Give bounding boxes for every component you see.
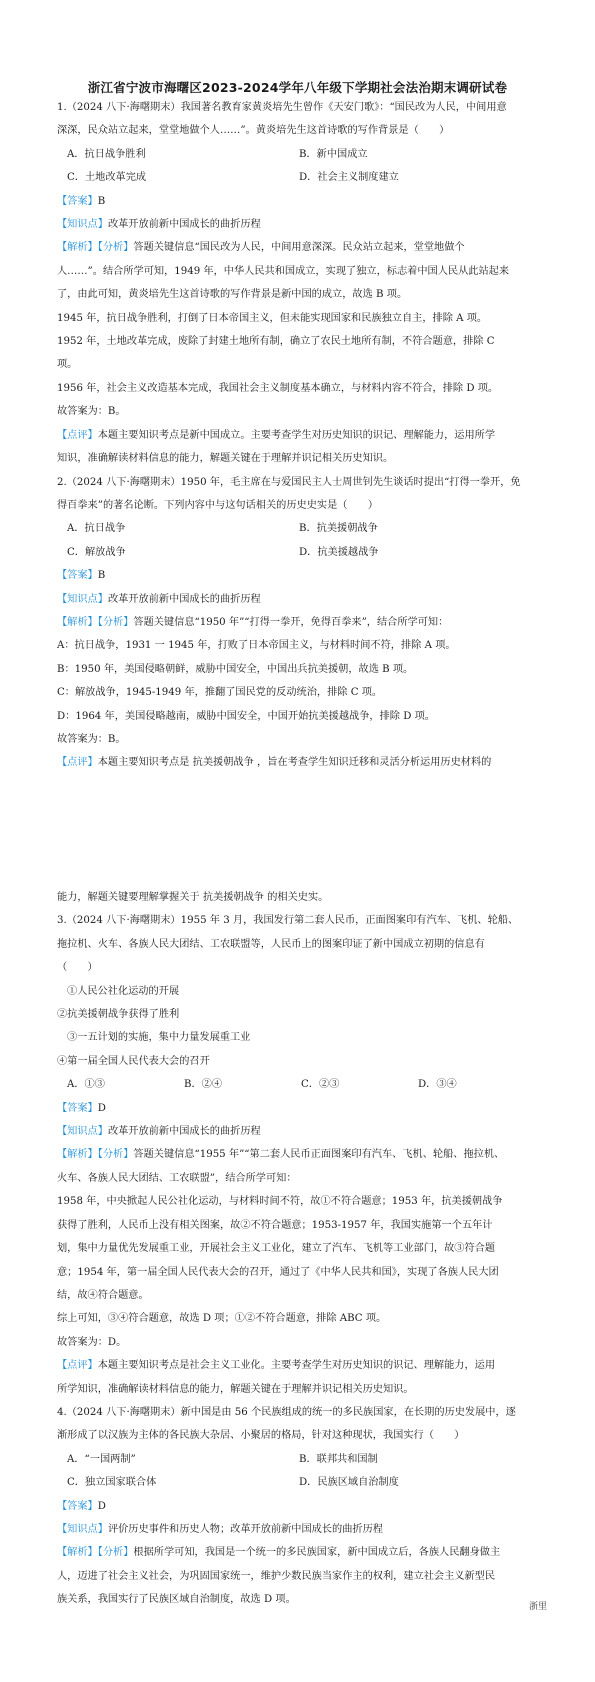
q3-option-d: D．③④ [418,1079,457,1091]
q3-stem-line: （ ） [57,962,98,974]
q4-option-b: B．联邦共和国制 [299,1453,378,1465]
q2-analysis-line: 故答案为：B。 [57,733,126,745]
q4-option-a: A．“一国两制” [67,1453,136,1465]
q4-answer [57,1495,540,1518]
q2-answer [57,564,540,587]
q1-option-a: A．抗日战争胜利 [67,148,146,160]
q2-options-row [57,541,540,564]
q1-analysis-line: 人……”。结合所学可知，1949 年，中华人民共和国成立，实现了独立，标志着中国人民从此站起来 [57,265,510,277]
q2-options-row [57,517,540,540]
question-block-3-4 [57,886,540,1612]
analysis-text: 答题关键信息“国民改为人民，中间用意深深。民众站立起来，堂堂地做个 [133,242,465,254]
q3-item-4: ④第一届全国人民代表大会的召开 [57,1055,210,1067]
q3-analysis-line: 获得了胜利，人民币上没有相关图案，故②不符合题意；1953-1957 年，我国实施第一个五年计 [57,1219,493,1231]
q3-option-b: B．②④ [184,1079,223,1091]
answer-value: B [97,195,106,207]
q2-option-b: B．抗美援朝战争 [299,523,378,535]
q3-comment-line: 所学知识，准确解读材料信息的能力，解题关键在于理解并识记相关历史知识。 [57,1383,414,1395]
q4-stem-line: 4.（2024 八下·海曙期末）新中国是由 56 个民族组成的统一的多民族国家，在长期的历史发展中，逐 [57,1406,516,1418]
q3-analysis-line: 划，集中力量优先发展重工业，开展社会主义工业化，建立了汽车、飞机等工业部门，故③符合题 [57,1243,496,1255]
q2-analysis-line: C：解放战争，1945-1949 年，推翻了国民党的反动统治，排除 C 项。 [57,687,383,699]
q1-stem-line: 深深，民众站立起来，堂堂地做个人……”。黄炎培先生这首诗歌的写作背景是（ ） [57,125,450,137]
page-title: 浙江省宁波市海曙区2023-2024学年八年级下学期社会法治期末调研试卷 [87,80,508,95]
q1-option-c: C．土地改革完成 [67,172,147,184]
knowledge-tag: 【知识点】 [57,1523,108,1535]
analysis-tag: 【解析】【分析】 [57,1547,134,1559]
q2-analysis-line [57,611,540,634]
q3-item-3: ③一五计划的实施，集中力量发展重工业 [67,1032,251,1044]
q3-analysis-line: 1958 年，中央掀起人民公社化运动，与材料时间不符，故①不符合题意；1953 年，抗美援朝战争 [57,1196,503,1208]
q3-option-c: C．②③ [301,1079,340,1091]
q4-option-d: D．民族区域自治制度 [299,1477,399,1489]
knowledge-text: 评价历史事件和历史人物；改革开放前新中国成长的曲折历程 [107,1523,383,1535]
q1-analysis-line: 1956 年，社会主义改造基本完成，我国社会主义制度基本确立，与材料内容不符合，排除 D 项。 [57,382,499,394]
answer-tag: 【答案】 [57,1102,98,1114]
comment-text: 本题主要知识考点是 抗美援朝战争 ，旨在考查学生知识迁移和灵活分析运用历史材料的 [97,757,492,769]
q4-knowledge-point [57,1518,540,1541]
q1-comment-line [57,424,540,447]
answer-tag: 【答案】 [57,195,98,207]
answer-tag: 【答案】 [57,570,98,582]
q2-stem-line: 2.（2024 八下·海曙期末）1950 年，毛主席在与爱国民主人士周世钊先生谈话时提出“打得一拳开，免 [57,476,521,488]
comment-text: 本题主要知识考点是新中国成立。主要考查学生对历史知识的识记、理解能力，运用所学 [97,429,496,441]
q4-options-row [57,1448,540,1471]
q3-options-row [57,1073,540,1096]
q1-analysis-line [57,236,540,259]
question-block-1-2 [57,96,540,775]
q4-options-row [57,1471,540,1494]
q3-stem-line: 3.（2024 八下·海曙期末）1955 年 3 月，我国发行第二套人民币，正面图案印有汽车、飞机、轮船、 [57,915,519,927]
q2-knowledge-point [57,588,540,611]
knowledge-text: 改革开放前新中国成长的曲折历程 [107,593,261,605]
q1-options-row [57,143,540,166]
q3-analysis-line: 故答案为：D。 [57,1336,127,1348]
q3-analysis-line: 火车、各族人民大团结、工农联盟”，结合所学可知： [57,1172,297,1184]
q1-analysis-line: 了，由此可知，黄炎培先生这首诗歌的写作背景是新中国的成立，故选 B 项。 [57,289,408,301]
q1-analysis-line: 项。 [57,359,78,371]
q3-option-a: A．①③ [67,1079,105,1091]
q3-analysis-line: 意；1954 年，第一届全国人民代表大会的召开，通过了《中华人民共和国》，实现了各族人民大团 [57,1266,499,1278]
knowledge-text: 改革开放前新中国成长的曲折历程 [107,219,261,231]
knowledge-tag: 【知识点】 [57,593,108,605]
q2-analysis-line: A：抗日战争，1931 一 1945 年，打败了日本帝国主义，与材料时间不符，排除 A 项。 [57,640,456,652]
page-footer: 浙里 [528,1602,547,1612]
q1-analysis-line: 1952 年，土地改革完成，废除了封建土地所有制，确立了农民土地所有制，不符合题意，排除 C [57,336,495,348]
q4-analysis-line: 人，迈进了社会主义社会，为巩固国家统一，维护少数民族当家作主的权利，建立社会主义新型民 [57,1570,496,1582]
q2-option-c: C．解放战争 [67,546,126,558]
knowledge-tag: 【知识点】 [57,219,108,231]
q3-item-2: ②抗美援朝战争获得了胜利 [57,1009,180,1021]
answer-value: D [97,1102,106,1114]
q3-item-1: ①人民公社化运动的开展 [67,985,180,997]
q3-analysis-line [57,1143,540,1166]
answer-tag: 【答案】 [57,1500,98,1512]
analysis-tag: 【解析】【分析】 [57,242,134,254]
q3-analysis-line: 结，故④符合题意。 [57,1289,149,1301]
q3-answer [57,1097,540,1120]
knowledge-tag: 【知识点】 [57,1126,108,1138]
q1-knowledge-point [57,213,540,236]
q4-stem-line: 渐形成了以汉族为主体的各民族大杂居、小聚居的格局，针对这种现状，我国实行（ ） [57,1430,465,1442]
q2-option-d: D．抗美援越战争 [299,546,379,558]
q3-analysis-line: 综上可知，③④符合题意，故选 D 项；①②不符合题意，排除 ABC 项。 [57,1313,387,1325]
comment-tag: 【点评】 [57,429,98,441]
knowledge-text: 改革开放前新中国成长的曲折历程 [107,1126,261,1138]
q4-option-c: C．独立国家联合体 [67,1477,157,1489]
analysis-text: 根据所学可知，我国是一个统一的多民族国家，新中国成立后，各族人民翻身做主 [133,1547,501,1559]
q4-analysis-line [57,1541,540,1564]
analysis-text: 答题关键信息“1955 年”“第二套人民币正面图案印有汽车、飞机、轮船、拖拉机、 [133,1149,505,1161]
q2-stem-line: 得百拳来”的著名论断。下列内容中与这句话相关的历史史实是（ ） [57,499,379,511]
q3-comment-line [57,1354,540,1377]
q1-option-d: D．社会主义制度建立 [299,172,399,184]
q2-option-a: A．抗日战争 [67,523,126,535]
q1-comment-line: 知识，准确解读材料信息的能力，解题关键在于理解并识记相关历史知识。 [57,453,394,465]
q1-stem-line: 1.（2024 八下·海曙期末）我国著名教育家黄炎培先生曾作《天安门歌》：“国民改为人民，中间用意 [57,102,507,113]
q2-analysis-line: D：1964 年，美国侵略越南，威胁中国安全，中国开始抗美援越战争，排除 D 项。 [57,710,435,722]
q1-answer [57,190,540,213]
q2-analysis-line: B：1950 年，美国侵略朝鲜，威胁中国安全，中国出兵抗美援朝，故选 B 项。 [57,663,414,675]
answer-value: D [97,1500,106,1512]
q1-analysis-line: 故答案为：B。 [57,406,126,418]
comment-tag: 【点评】 [57,1360,98,1372]
q3-stem-line: 拖拉机、火车、各族人民大团结、工农联盟等，人民币上的图案印证了新中国成立初期的信息有 [57,938,485,950]
answer-value: B [97,570,106,582]
q4-analysis-line: 族关系，我国实行了民族区域自治制度，故选 D 项。 [57,1594,296,1606]
q2-comment-continued: 能力，解题关键要理解掌握关于 抗美援朝战争 的相关史实。 [57,892,329,903]
analysis-text: 答题关键信息“1950 年”“打得一拳开，免得百拳来”，结合所学可知： [133,616,449,628]
analysis-tag: 【解析】【分析】 [57,1149,134,1161]
comment-text: 本题主要知识考点是社会主义工业化。主要考查学生对历史知识的识记、理解能力，运用 [97,1360,496,1372]
q1-option-b: B．新中国成立 [299,148,368,160]
q2-comment-line [57,751,540,774]
q3-knowledge-point [57,1120,540,1143]
q1-analysis-line: 1945 年，抗日战争胜利，打倒了日本帝国主义，但未能实现国家和民族独立自主，排除 A 项。 [57,312,488,324]
analysis-tag: 【解析】【分析】 [57,616,134,628]
q1-options-row [57,166,540,189]
comment-tag: 【点评】 [57,757,98,769]
